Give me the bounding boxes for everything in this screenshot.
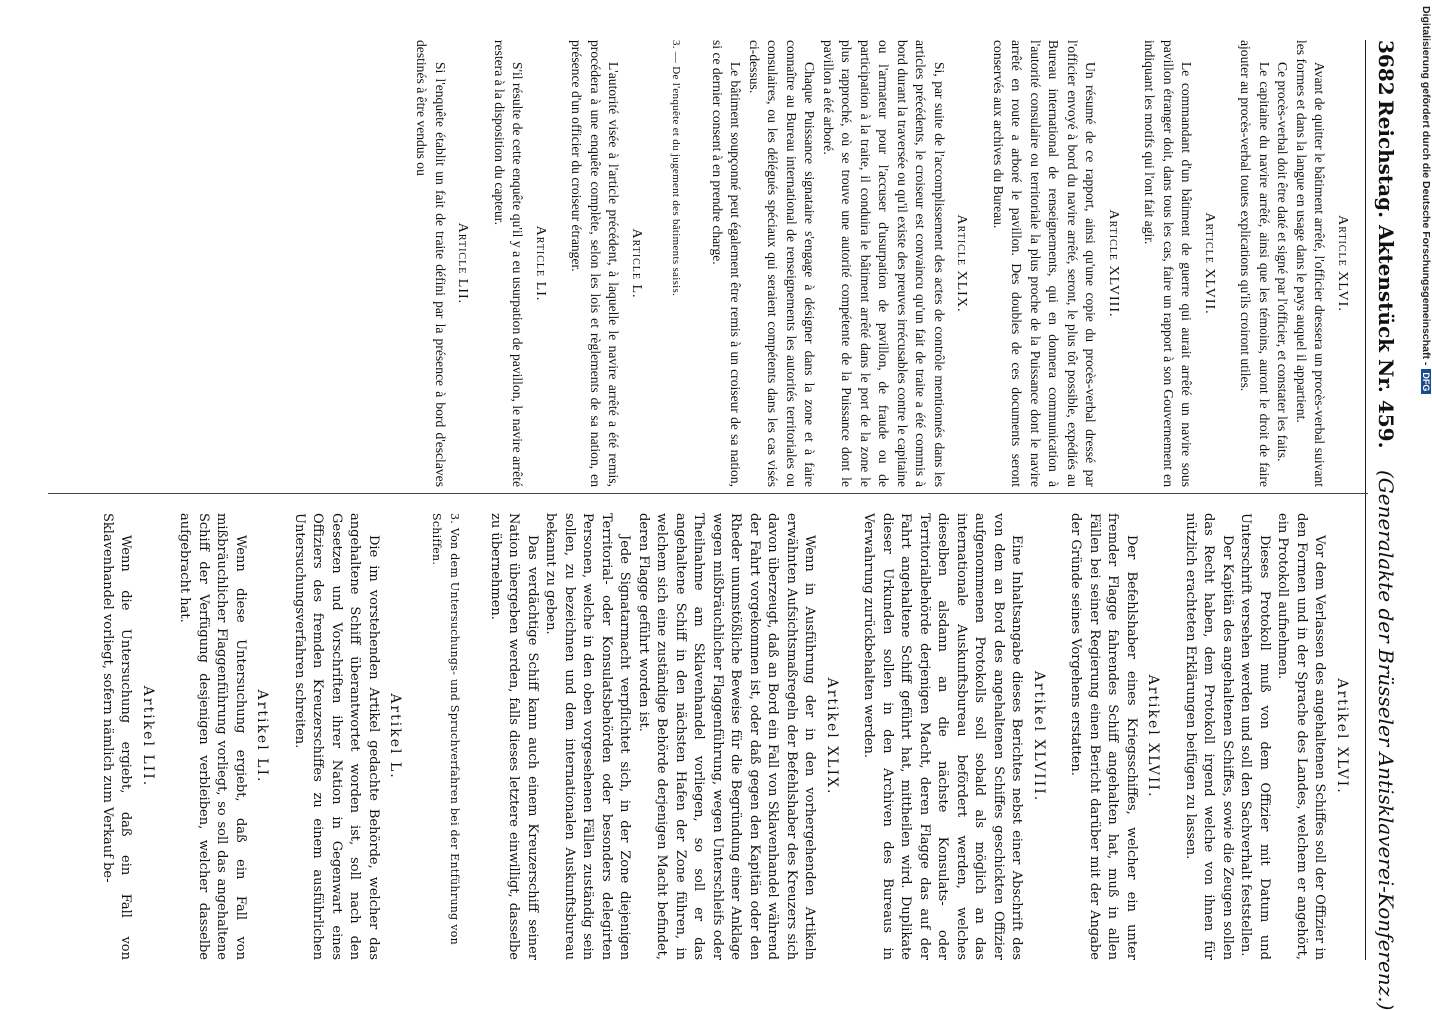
article-block bbox=[98, 513, 158, 960]
article-paragraph: Wenn die Untersuchung ergiebt, daß ein Fall von Sklavenhandel vorliegt, sofern nämlich zum Verkauf be- bbox=[100, 513, 134, 960]
article-heading: Artikel L. bbox=[387, 693, 404, 780]
article-paragraph: Eine Inhaltsangabe dieses Berichtes nebst einer Abschrift des von dem an Bord des angehaltenen Schiffes geschickten Offizier aufgenommenen Protokolls soll sobald als möglich an das internationale Auskunftsbureau befördert werden, welches dieselben alsdann an die nächste Konsulats- oder Territorialbehörde derjenigen Macht, deren Flagge das auf der Fahrt angehaltene Schiff geführt hat, mittheilen wird. Duplikate dieser Urkunden sollen in den Archiven des Bureaus in Verwahrung zurückbehalten werden. bbox=[861, 513, 1025, 960]
article-heading: Article XLVI. bbox=[1335, 215, 1350, 312]
stamp-label: Digitalisierung gefördert durch die Deutsche Forschungsgemeinschaft - bbox=[1420, 6, 1432, 366]
article-paragraph: Vor dem Verlassen des angehaltenen Schiffes soll der Offizier in den Formen und in der Sprache des Landes, welchem er angehört, ein Protokoll aufnehmen. bbox=[1275, 513, 1328, 960]
article-paragraph: Die im vorstehenden Artikel gedachte Behörde, welcher das angehaltene Schiff überantwortet worden ist, soll nach den Gesetzen und Vorschriften ihrer Nation in Gegenwart eines Offiziers des fremden Kreuzerschiffes zu einem ausführlichen Untersuchungsverfahren schreiten. bbox=[292, 513, 381, 960]
article-paragraph: Dieses Protokoll muß von dem Offizier mit Datum und Unterschrift versehen werden und soll den Sachverhalt feststellen. bbox=[1238, 513, 1272, 960]
article-paragraph: Avant de quitter le bâtiment arrêté, l'officier dressera un procès-verbal suivant les formes et dans la langue en usage dans le pays auquel il appartient. bbox=[1294, 40, 1328, 487]
article-heading: Artikel XLVI. bbox=[1334, 678, 1350, 795]
article-paragraph: Jede Signatarmacht verpflichtet sich, in der Zone diejenigen Territorial- oder Konsulatsbehörden oder besonders delegirten Personen, welche in den oben vorgesehenen Fällen zuständig sein sollen, zu bezeichnen und dem internationalen Auskunftsbureau bekannt zu geben. bbox=[543, 513, 633, 960]
article-paragraph: Das verdächtige Schiff kann auch einem Kreuzerschiff seiner Nation übergeben werden, falls dieses letztere einwilligt, dasselbe zu übernehmen. bbox=[488, 513, 540, 960]
article-heading: Article XLVII. bbox=[1202, 212, 1217, 315]
page-number: 3682 bbox=[1374, 40, 1398, 96]
article-block bbox=[490, 40, 550, 487]
digitization-stamp bbox=[1416, 6, 1432, 996]
article-block bbox=[708, 40, 971, 487]
article-block bbox=[412, 40, 472, 487]
digitization-stamp-text bbox=[1420, 6, 1432, 394]
article-paragraph: Wenn diese Untersuchung ergiebt, daß ein Fall von mißbräuchlicher Flaggenführung vorliegt, so soll das angehaltene Schiff der Verfügung desjenigen verbleiben, welcher dasselbe aufgebracht hat. bbox=[177, 513, 248, 960]
section-heading: 3. — De l'enquête et du jugement des bâtiments saisis. bbox=[670, 40, 683, 297]
article-heading: Article XLVIII. bbox=[1106, 209, 1121, 318]
running-head bbox=[1365, 40, 1404, 1010]
article-block bbox=[567, 40, 645, 487]
article-block bbox=[1236, 40, 1351, 487]
article-paragraph: Un résumé de ce rapport, ainsi qu'une copie du procès-verbal dressé par l'officier envoyé à bord du navire arrêté, seront, le plus tôt possible, expédiés au Bureau international de renseignements, qui en donnera communication à l'autorité consulaire ou territoriale la plus proche de la Puissance dont le navire arrêté en route a arboré le pavillon. Des doubles de ces documents seront conservés aux archives du Bureau. bbox=[991, 40, 1099, 487]
article-block bbox=[1181, 513, 1352, 960]
document-subtitle: (Generalakte der Brüsseler Antisklaverei-Konferenz.) bbox=[1374, 470, 1398, 1010]
article-block bbox=[290, 513, 405, 960]
article-paragraph: Der Kapitän des angehaltenen Schiffes, sowie die Zeugen sollen das Recht haben, dem Protokoll irgend welche von ihnen für nützlich erachteten Erklärungen beifügen zu lassen. bbox=[1183, 513, 1235, 960]
article-paragraph: Le commandant d'un bâtiment de guerre qui aurait arrêté un navire sous pavillon étranger doit, dans tous les cas, faire un rapport à son Gouvernement en indiquant les motifs qui l'ont fait agir. bbox=[1142, 40, 1195, 487]
article-block bbox=[175, 513, 272, 960]
german-column bbox=[35, 513, 1355, 960]
article-paragraph: L'autorité visée à l'article précédent, à laquelle le navire arrêté a été remis, procédera à une enquête complète, selon les lois et règlements de sa nation, en présence d'un officier du croiseur étranger. bbox=[569, 40, 622, 487]
article-heading: Article LII. bbox=[455, 222, 471, 305]
text-columns bbox=[35, 40, 1355, 960]
article-heading: Artikel XLVII. bbox=[1145, 674, 1162, 799]
section-heading: 3. Von dem Untersuchungs- und Spruchverfahren bei der Entführung von Schiffen. bbox=[430, 513, 462, 946]
article-heading: Article L. bbox=[629, 228, 644, 299]
article-block bbox=[989, 40, 1123, 487]
article-paragraph: Der Befehlshaber eines Kriegsschiffes, welcher ein unter fremder Flagge fahrendes Schiff angehalten hat, muß in allen Fällen bei seiner Regierung einen Bericht darüber mit der Angabe der Gründe seines Vorgehens erstatten. bbox=[1068, 513, 1139, 960]
article-paragraph: Le bâtiment soupçonné peut également être remis à un croiseur de sa nation, si ce dernier consent à en prendre charge. bbox=[710, 40, 744, 487]
article-heading: Article XLIX. bbox=[954, 214, 970, 313]
article-block bbox=[486, 513, 842, 960]
column-divider bbox=[48, 493, 1368, 494]
article-paragraph: Si, par suite de l'accomplissement des actes de contrôle mentionnés dans les articles précédents, le croiseur est convaincu qu'un fait de traite a été commis à bord durant la traversée ou qu'il existe des preuves irrécusables contre le capitaine ou l'armateur pour l'accuser d'usurpation de pavillon, de fraude ou de participation à la traite, il conduira le bâtiment arrêté dans le port de la zone le plus rapproché, où se trouve une autorité compétente de la Puissance dont le pavillon a été arboré. bbox=[821, 40, 947, 487]
article-paragraph: Chaque Puissance signataire s'engage à désigner dans la zone et à faire connaître au Bureau international de renseignements les autorités territoriales ou consulaires, ou les délégués spéciaux qui seraient compétents dans les cas visés ci-dessus. bbox=[747, 40, 818, 487]
article-heading: Artikel XLIX. bbox=[824, 677, 840, 796]
article-paragraph: Si l'enquête établit un fait de traite défini par la présence à bord d'esclaves destinés à être vendus ou bbox=[414, 40, 448, 487]
article-block bbox=[1140, 40, 1218, 487]
article-paragraph: Ce procès-verbal doit être daté et signé par l'officier, et constater les faits. bbox=[1275, 62, 1291, 462]
article-heading: Artikel LII. bbox=[140, 685, 156, 788]
article-paragraph: Wenn in Ausführung der in den vorhergehenden Artikeln erwähnten Aufsichtsmaßregeln der Befehlshaber des Kreuzers sich davon überzeugt, daß an Bord ein Fall von Sklavenhandel während der Fahrt vorgekommen ist, oder daß gegen den Kapitän oder den Rheder unumstößliche Beweise für die Begründung einer Anklage wegen mißbräuchlicher Flaggenführung, wegen Unterschleifs oder Theilnahme am Sklavenhandel vorliegen, so soll er das angehaltene Schiff in den nächsten Hafen der Zone führen, in welchem sich eine zuständige Behörde derjenigen Macht befindet, deren Flagge geführt worden ist. bbox=[636, 513, 818, 960]
article-heading: Article LI. bbox=[533, 225, 548, 302]
article-block bbox=[1066, 513, 1163, 960]
french-column bbox=[35, 40, 1355, 487]
article-paragraph: S'il résulte de cette enquête qu'il y a eu usurpation de pavillon, le navire arrêté restera à la disposition du capteur. bbox=[492, 40, 526, 487]
article-heading: Artikel LI. bbox=[254, 689, 271, 784]
article-block bbox=[859, 513, 1048, 960]
document-title: Reichstag. Aktenstück Nr. 459. bbox=[1374, 100, 1398, 449]
article-paragraph: Le capitaine du navire arrêté, ainsi que les témoins, auront le droit de faire ajouter au procès-verbal toutes explications qu'ils croiront utiles. bbox=[1238, 40, 1272, 487]
document-page bbox=[18, 0, 1418, 1010]
dfg-logo: DFG bbox=[1421, 369, 1431, 394]
article-heading: Artikel XLVIII. bbox=[1031, 670, 1047, 803]
